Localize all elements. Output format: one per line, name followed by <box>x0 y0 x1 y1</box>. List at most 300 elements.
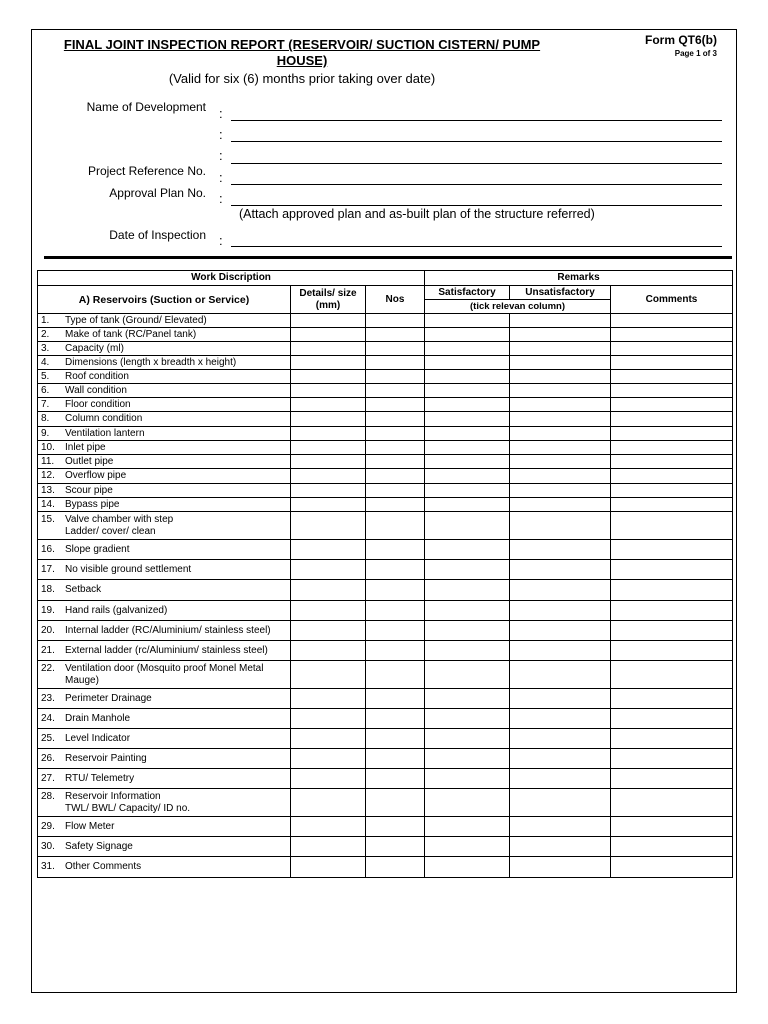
item-description-cell <box>38 455 291 469</box>
details-cell[interactable] <box>291 601 366 621</box>
item-description <box>65 514 173 538</box>
satisfactory-cell[interactable] <box>425 789 510 817</box>
satisfactory-cell[interactable] <box>425 398 510 412</box>
satisfactory-cell[interactable] <box>425 469 510 484</box>
details-cell[interactable] <box>291 412 366 427</box>
item-description <box>65 470 126 482</box>
item-description <box>65 357 236 369</box>
table-row <box>38 342 733 356</box>
item-description <box>65 442 106 454</box>
details-cell[interactable] <box>291 540 366 560</box>
nos-cell[interactable] <box>366 427 425 441</box>
details-cell[interactable] <box>291 398 366 412</box>
unsatisfactory-cell[interactable] <box>510 398 611 412</box>
item-description <box>65 841 133 853</box>
comments-cell[interactable] <box>611 817 733 837</box>
item-description <box>65 663 263 687</box>
unsatisfactory-cell[interactable] <box>510 384 611 398</box>
date-of-inspection-line[interactable] <box>231 246 722 247</box>
item-description-cell <box>38 441 291 455</box>
comments-cell[interactable] <box>611 769 733 789</box>
details-cell[interactable] <box>291 641 366 661</box>
satisfactory-cell[interactable] <box>425 512 510 540</box>
item-description-line: Type of tank (Ground/ Elevated) <box>65 314 207 326</box>
item-number: 17. <box>41 563 55 575</box>
unsatisfactory-cell[interactable] <box>510 560 611 580</box>
item-description-cell <box>38 398 291 412</box>
unsatisfactory-cell[interactable] <box>510 709 611 729</box>
item-number: 27. <box>41 772 55 784</box>
item-description-line: Safety Signage <box>65 840 133 852</box>
item-description-cell <box>38 512 291 540</box>
table-row <box>38 817 733 837</box>
nos-cell[interactable] <box>366 342 425 356</box>
item-number: 6. <box>41 384 50 396</box>
unsatisfactory-cell[interactable] <box>510 342 611 356</box>
comments-cell[interactable] <box>611 412 733 427</box>
item-description-cell <box>38 498 291 512</box>
section-divider <box>44 256 732 259</box>
item-number: 28. <box>41 790 55 802</box>
item-number: 8. <box>41 413 50 424</box>
nos-cell[interactable] <box>366 749 425 769</box>
name-of-development-line-1[interactable] <box>231 120 722 121</box>
nos-cell[interactable] <box>366 689 425 709</box>
comments-cell[interactable] <box>611 314 733 328</box>
satisfactory-cell[interactable] <box>425 580 510 601</box>
satisfactory-cell[interactable] <box>425 356 510 370</box>
nos-cell[interactable] <box>366 709 425 729</box>
details-cell[interactable] <box>291 749 366 769</box>
details-cell[interactable] <box>291 560 366 580</box>
table-row <box>38 512 733 540</box>
item-description-line: Internal ladder (RC/Aluminium/ stainless steel) <box>65 624 271 636</box>
page-number: Page 1 of 3 <box>674 49 717 58</box>
approval-plan-label: Approval Plan No. <box>109 186 206 200</box>
table-row <box>38 356 733 370</box>
table-row <box>38 498 733 512</box>
item-description-cell <box>38 328 291 342</box>
item-description <box>65 605 167 617</box>
project-reference-label: Project Reference No. <box>87 164 206 178</box>
unsatisfactory-cell[interactable] <box>510 641 611 661</box>
item-description <box>65 584 101 596</box>
table-row <box>38 729 733 749</box>
unsatisfactory-cell[interactable] <box>510 540 611 560</box>
nos-cell[interactable] <box>366 769 425 789</box>
comments-cell[interactable] <box>611 384 733 398</box>
satisfactory-cell[interactable] <box>425 370 510 384</box>
details-cell[interactable] <box>291 370 366 384</box>
comments-cell[interactable] <box>611 398 733 412</box>
item-description <box>65 428 145 440</box>
details-cell[interactable] <box>291 580 366 601</box>
details-cell[interactable] <box>291 837 366 857</box>
satisfactory-cell[interactable] <box>425 342 510 356</box>
item-description-cell <box>38 370 291 384</box>
item-description-cell <box>38 484 291 498</box>
comments-cell[interactable] <box>611 484 733 498</box>
satisfactory-cell[interactable] <box>425 729 510 749</box>
table-row <box>38 621 733 641</box>
inspection-table <box>37 270 733 878</box>
table-row <box>38 370 733 384</box>
approval-plan-line[interactable] <box>231 205 722 206</box>
details-cell[interactable] <box>291 621 366 641</box>
comments-cell[interactable] <box>611 789 733 817</box>
item-number: 21. <box>41 644 55 656</box>
unsatisfactory-cell[interactable] <box>510 857 611 878</box>
item-number: 4. <box>41 356 50 368</box>
unsatisfactory-cell[interactable] <box>510 484 611 498</box>
details-cell[interactable] <box>291 441 366 455</box>
nos-cell[interactable] <box>366 601 425 621</box>
details-cell[interactable] <box>291 455 366 469</box>
item-number: 10. <box>41 441 55 453</box>
satisfactory-cell[interactable] <box>425 689 510 709</box>
item-description <box>65 564 191 576</box>
nos-cell[interactable] <box>366 398 425 412</box>
item-description-line: External ladder (rc/Aluminium/ stainless steel) <box>65 644 268 656</box>
comments-cell[interactable] <box>611 729 733 749</box>
details-cell[interactable] <box>291 817 366 837</box>
item-description <box>65 456 113 468</box>
project-reference-line[interactable] <box>231 184 722 185</box>
table-row <box>38 709 733 729</box>
item-description-cell <box>38 749 291 769</box>
nos-cell[interactable] <box>366 729 425 749</box>
comments-cell[interactable] <box>611 441 733 455</box>
table-row <box>38 661 733 689</box>
comments-cell[interactable] <box>611 601 733 621</box>
nos-cell[interactable] <box>366 540 425 560</box>
item-description-cell <box>38 621 291 641</box>
nos-cell[interactable] <box>366 857 425 878</box>
comments-cell[interactable] <box>611 560 733 580</box>
unsatisfactory-cell[interactable] <box>510 328 611 342</box>
unsatisfactory-cell[interactable] <box>510 356 611 370</box>
unsatisfactory-cell[interactable] <box>510 661 611 689</box>
item-description <box>65 371 129 383</box>
details-cell[interactable] <box>291 469 366 484</box>
item-description-cell <box>38 857 291 878</box>
nos-cell[interactable] <box>366 384 425 398</box>
satisfactory-cell[interactable] <box>425 484 510 498</box>
unsatisfactory-cell[interactable] <box>510 498 611 512</box>
unsatisfactory-cell[interactable] <box>510 580 611 601</box>
item-description-cell <box>38 342 291 356</box>
satisfactory-cell[interactable] <box>425 857 510 878</box>
item-description-cell <box>38 580 291 601</box>
details-cell[interactable] <box>291 356 366 370</box>
item-description-line: Overflow pipe <box>65 470 127 481</box>
satisfactory-cell[interactable] <box>425 817 510 837</box>
details-cell[interactable] <box>291 427 366 441</box>
item-number: 20. <box>41 624 55 636</box>
comments-cell[interactable] <box>611 709 733 729</box>
satisfactory-cell[interactable] <box>425 709 510 729</box>
comments-cell[interactable] <box>611 469 733 484</box>
satisfactory-cell[interactable] <box>425 560 510 580</box>
item-number: 12. <box>41 470 55 481</box>
unsatisfactory-cell[interactable] <box>510 512 611 540</box>
unsatisfactory-header: Unsatisfactory <box>510 286 611 300</box>
item-description-line: RTU/ Telemetry <box>65 772 135 784</box>
item-description-line: Wall condition <box>65 384 127 396</box>
details-cell[interactable] <box>291 512 366 540</box>
unsatisfactory-cell[interactable] <box>510 441 611 455</box>
details-cell[interactable] <box>291 789 366 817</box>
details-size-header: Details/ size (mm) <box>291 286 366 314</box>
comments-cell[interactable] <box>611 342 733 356</box>
unsatisfactory-cell[interactable] <box>510 601 611 621</box>
comments-cell[interactable] <box>611 689 733 709</box>
item-description-line: Scour pipe <box>65 484 113 496</box>
satisfactory-cell[interactable] <box>425 441 510 455</box>
comments-cell[interactable] <box>611 512 733 540</box>
comments-cell[interactable] <box>611 837 733 857</box>
item-number: 31. <box>41 861 55 872</box>
validity-note: (Valid for six (6) months prior taking over date) <box>168 71 436 86</box>
satisfactory-cell[interactable] <box>425 455 510 469</box>
details-cell[interactable] <box>291 328 366 342</box>
details-cell[interactable] <box>291 314 366 328</box>
nos-cell[interactable] <box>366 370 425 384</box>
item-description-line: Reservoir Information <box>65 790 161 802</box>
table-row <box>38 427 733 441</box>
unsatisfactory-cell[interactable] <box>510 769 611 789</box>
details-cell[interactable] <box>291 769 366 789</box>
satisfactory-cell[interactable] <box>425 601 510 621</box>
nos-cell[interactable] <box>366 484 425 498</box>
item-number: 16. <box>41 543 55 555</box>
nos-cell[interactable] <box>366 661 425 689</box>
nos-cell[interactable] <box>366 498 425 512</box>
unsatisfactory-cell[interactable] <box>510 469 611 484</box>
section-heading: A) Reservoirs (Suction or Service) <box>38 286 291 314</box>
table-row <box>38 328 733 342</box>
item-description-line: Level Indicator <box>65 732 131 744</box>
nos-cell[interactable] <box>366 621 425 641</box>
table-row <box>38 857 733 878</box>
satisfactory-cell[interactable] <box>425 427 510 441</box>
item-description-cell <box>38 601 291 621</box>
nos-cell[interactable] <box>366 560 425 580</box>
item-description <box>65 413 142 425</box>
comments-cell[interactable] <box>611 580 733 601</box>
comments-cell[interactable] <box>611 455 733 469</box>
table-row <box>38 689 733 709</box>
item-description-cell <box>38 729 291 749</box>
item-description-line: Slope gradient <box>65 543 130 555</box>
item-description <box>65 343 124 355</box>
table-row <box>38 455 733 469</box>
unsatisfactory-cell[interactable] <box>510 314 611 328</box>
comments-cell[interactable] <box>611 857 733 878</box>
item-description <box>65 791 190 815</box>
item-description-line: Reservoir Painting <box>65 752 147 764</box>
item-description-cell <box>38 641 291 661</box>
table-row <box>38 384 733 398</box>
details-cell[interactable] <box>291 689 366 709</box>
colon: : <box>219 191 223 206</box>
satisfactory-cell[interactable] <box>425 314 510 328</box>
unsatisfactory-cell[interactable] <box>510 789 611 817</box>
item-number: 22. <box>41 662 55 674</box>
remarks-header: Remarks <box>425 271 733 286</box>
nos-cell[interactable] <box>366 789 425 817</box>
nos-cell[interactable] <box>366 469 425 484</box>
item-description-line: Ladder/ cover/ clean <box>65 525 156 537</box>
item-description-line: Dimensions (length x breadth x height) <box>65 356 237 368</box>
item-number: 15. <box>41 513 55 525</box>
details-cell[interactable] <box>291 857 366 878</box>
item-number: 13. <box>41 484 55 496</box>
details-cell[interactable] <box>291 342 366 356</box>
unsatisfactory-cell[interactable] <box>510 689 611 709</box>
comments-cell[interactable] <box>611 540 733 560</box>
item-description <box>65 821 114 833</box>
item-description-cell <box>38 709 291 729</box>
item-description-line: No visible ground settlement <box>65 563 192 575</box>
details-cell[interactable] <box>291 709 366 729</box>
nos-header: Nos <box>366 286 425 314</box>
satisfactory-cell[interactable] <box>425 769 510 789</box>
unsatisfactory-cell[interactable] <box>510 455 611 469</box>
satisfactory-cell[interactable] <box>425 661 510 689</box>
unsatisfactory-cell[interactable] <box>510 817 611 837</box>
nos-cell[interactable] <box>366 641 425 661</box>
unsatisfactory-cell[interactable] <box>510 749 611 769</box>
item-number: 18. <box>41 584 55 595</box>
nos-cell[interactable] <box>366 328 425 342</box>
item-description <box>65 499 119 511</box>
item-number: 29. <box>41 820 55 832</box>
nos-cell[interactable] <box>366 441 425 455</box>
comments-cell[interactable] <box>611 661 733 689</box>
form-code: Form QT6(b) <box>645 33 717 47</box>
table-row <box>38 314 733 328</box>
unsatisfactory-cell[interactable] <box>510 370 611 384</box>
item-number: 11. <box>41 455 55 467</box>
item-description-line: Floor condition <box>65 398 131 410</box>
satisfactory-header: Satisfactory <box>425 286 510 300</box>
nos-cell[interactable] <box>366 412 425 427</box>
item-description <box>65 713 130 725</box>
unsatisfactory-cell[interactable] <box>510 621 611 641</box>
item-description-line: Roof condition <box>65 370 129 382</box>
comments-cell[interactable] <box>611 356 733 370</box>
nos-cell[interactable] <box>366 314 425 328</box>
table-row <box>38 837 733 857</box>
date-of-inspection-label: Date of Inspection <box>109 228 206 242</box>
item-description <box>65 625 271 637</box>
unsatisfactory-cell[interactable] <box>510 837 611 857</box>
item-description <box>65 485 113 497</box>
table-row <box>38 749 733 769</box>
details-cell[interactable] <box>291 484 366 498</box>
satisfactory-cell[interactable] <box>425 412 510 427</box>
item-description-line: Flow Meter <box>65 820 115 832</box>
item-description <box>65 329 196 341</box>
comments-cell[interactable] <box>611 621 733 641</box>
item-description-cell <box>38 769 291 789</box>
item-number: 7. <box>41 398 50 410</box>
nos-cell[interactable] <box>366 455 425 469</box>
item-number: 5. <box>41 370 50 382</box>
item-number: 24. <box>41 712 55 724</box>
item-description <box>65 733 130 745</box>
item-description <box>65 861 141 873</box>
unsatisfactory-cell[interactable] <box>510 412 611 427</box>
item-number: 23. <box>41 692 55 704</box>
details-cell[interactable] <box>291 729 366 749</box>
report-title: FINAL JOINT INSPECTION REPORT (RESERVOIR/ SUCTION CISTERN/ PUMP HOUSE) <box>63 37 541 68</box>
satisfactory-cell[interactable] <box>425 837 510 857</box>
name-of-development-line-3[interactable] <box>231 163 722 164</box>
satisfactory-cell[interactable] <box>425 498 510 512</box>
item-description <box>65 385 127 397</box>
satisfactory-cell[interactable] <box>425 749 510 769</box>
item-description-line: Capacity (ml) <box>65 342 124 354</box>
colon: : <box>219 170 223 185</box>
details-cell[interactable] <box>291 498 366 512</box>
name-of-development-label: Name of Development <box>86 100 206 114</box>
item-number: 9. <box>41 427 50 439</box>
details-cell[interactable] <box>291 384 366 398</box>
satisfactory-cell[interactable] <box>425 384 510 398</box>
item-number: 30. <box>41 840 55 852</box>
satisfactory-cell[interactable] <box>425 641 510 661</box>
item-description <box>65 693 152 705</box>
satisfactory-cell[interactable] <box>425 328 510 342</box>
item-description-line: Inlet pipe <box>65 441 106 453</box>
comments-cell[interactable] <box>611 498 733 512</box>
item-description-line: Ventilation door (Mosquito proof Monel Metal <box>65 662 264 674</box>
table-row <box>38 484 733 498</box>
satisfactory-cell[interactable] <box>425 621 510 641</box>
details-cell[interactable] <box>291 661 366 689</box>
item-description-line: Column condition <box>65 413 143 424</box>
nos-cell[interactable] <box>366 356 425 370</box>
item-number: 19. <box>41 604 55 616</box>
comments-cell[interactable] <box>611 641 733 661</box>
nos-cell[interactable] <box>366 837 425 857</box>
item-description-line: Ventilation lantern <box>65 427 145 439</box>
colon: : <box>219 127 223 142</box>
comments-cell[interactable] <box>611 328 733 342</box>
item-description-line: Other Comments <box>65 861 142 872</box>
table-row <box>38 540 733 560</box>
table-row <box>38 641 733 661</box>
item-description-line: Make of tank (RC/Panel tank) <box>65 328 197 340</box>
nos-cell[interactable] <box>366 817 425 837</box>
nos-cell[interactable] <box>366 580 425 601</box>
comments-header: Comments <box>611 286 733 314</box>
item-description-line: Valve chamber with step <box>65 513 174 525</box>
comments-cell[interactable] <box>611 749 733 769</box>
unsatisfactory-cell[interactable] <box>510 729 611 749</box>
item-description-cell <box>38 314 291 328</box>
name-of-development-line-2[interactable] <box>231 141 722 142</box>
attach-plan-note: (Attach approved plan and as-built plan of the structure referred) <box>239 207 595 221</box>
satisfactory-cell[interactable] <box>425 540 510 560</box>
item-description <box>65 315 207 327</box>
comments-cell[interactable] <box>611 427 733 441</box>
nos-cell[interactable] <box>366 512 425 540</box>
comments-cell[interactable] <box>611 370 733 384</box>
unsatisfactory-cell[interactable] <box>510 427 611 441</box>
